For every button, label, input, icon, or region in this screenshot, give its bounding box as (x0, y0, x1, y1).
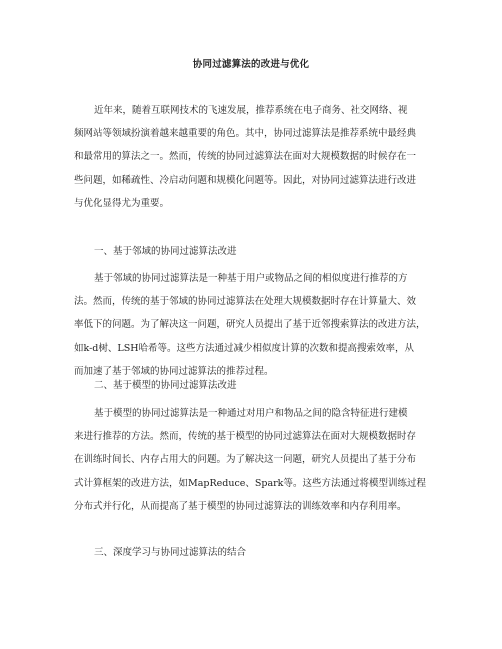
section-heading: 三、深度学习与协同过滤算法的结合 (94, 547, 247, 558)
section-paragraph (74, 267, 434, 383)
paragraph-line: 些问题，如稀疏性、冷启动问题和规模化问题等。因此，对协同过滤算法进行改进 (74, 174, 417, 186)
paragraph-line: 而加速了基于邻域的协同过滤算法的推荐过程。 (74, 365, 274, 377)
paragraph-line: 频网站等领域扮演着越来越重要的角色。其中，协同过滤算法是推荐系统中最经典 (74, 128, 417, 140)
paragraph-line: 基于邻域的协同过滤算法是一种基于用户或物品之间的相似度进行推荐的方 (94, 273, 408, 284)
document-title: 协同过滤算法的改进与优化 (192, 59, 310, 70)
section-paragraph (74, 402, 434, 518)
paragraph-line: 分布式并行化，从而提高了基于模型的协同过滤算法的训练效率和内存利用率。 (74, 500, 407, 512)
intro-paragraph (74, 99, 434, 215)
paragraph-line: 基于模型的协同过滤算法是一种通过对用户和物品之间的隐含特征进行建模 (94, 408, 408, 419)
paragraph-line: 式计算框架的改进方法，如MapReduce、Spark等。这些方法通过将模型训练过程 (74, 477, 426, 489)
section-heading: 一、基于邻域的协同过滤算法改进 (94, 246, 237, 257)
paragraph-line: 率低下的问题。为了解决这一问题，研究人员提出了基于近邻搜索算法的改进方法， (74, 319, 426, 331)
paragraph-line: 近年来，随着互联网技术的飞速发展，推荐系统在电子商务、社交网络、视 (94, 105, 408, 116)
paragraph-line: 和最常用的算法之一。然而，传统的协同过滤算法在面对大规模数据的时候存在一 (74, 151, 417, 163)
paragraph-line: 法。然而，传统的基于邻域的协同过滤算法在处理大规模数据时存在计算量大、效 (74, 296, 417, 308)
section-heading: 二、基于模型的协同过滤算法改进 (94, 380, 237, 391)
paragraph-line: 如k-d树、LSH哈希等。这些方法通过减少相似度计算的次数和提高搜索效率，从 (74, 342, 414, 354)
paragraph-line: 来进行推荐的方法。然而，传统的基于模型的协同过滤算法在面对大规模数据时存 (74, 431, 417, 443)
paragraph-line: 在训练时间长、内存占用大的问题。为了解决这一问题，研究人员提出了基于分布 (74, 454, 417, 466)
paragraph-line: 与优化显得尤为重要。 (74, 197, 170, 209)
